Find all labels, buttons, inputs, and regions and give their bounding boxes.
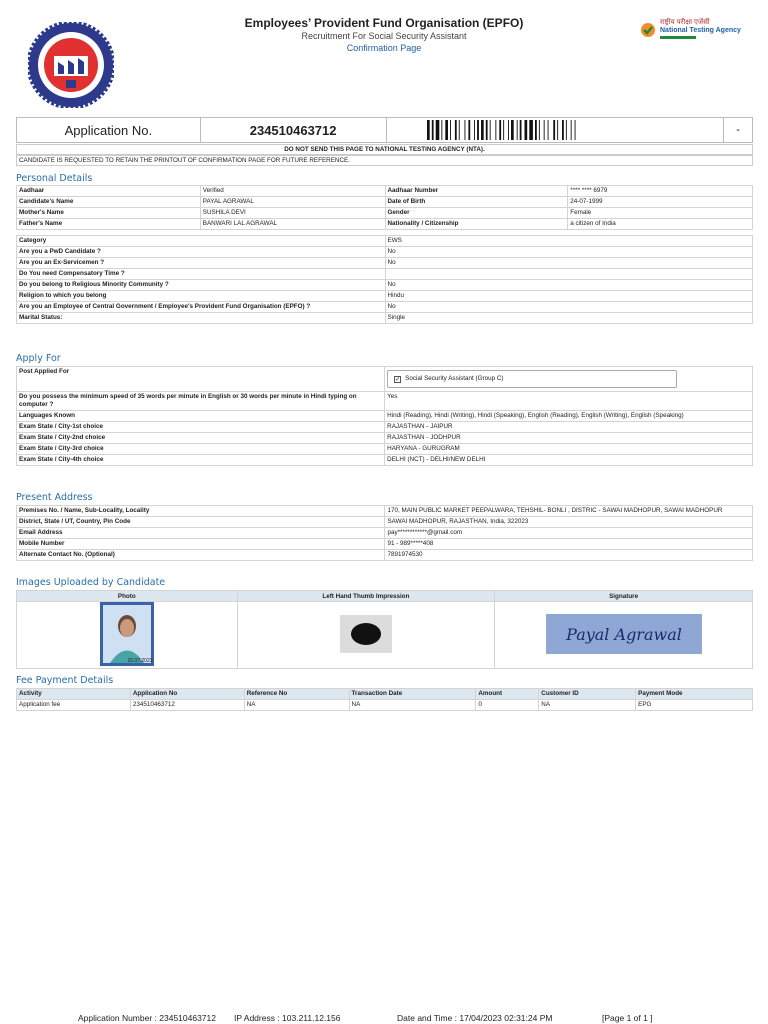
- confirmation-page-label: Confirmation Page: [346, 43, 422, 53]
- table-row: [17, 280, 753, 291]
- barcode: [387, 118, 725, 142]
- post-applied-value: [385, 367, 753, 392]
- field-value: 170, MAIN PUBLIC MARKET PEEPALWARA, TEHSHIL- BONLI , DISTRIC - SAWAI MADHOPUR, SAWAI MADHOPUR: [385, 506, 753, 517]
- field-value: EWS: [385, 236, 752, 247]
- fee-table: [16, 688, 753, 711]
- field-label: Date of Birth: [385, 197, 568, 208]
- application-number-box: [16, 117, 753, 143]
- barcode-bar: [435, 120, 439, 140]
- nta-check-icon: [640, 22, 656, 38]
- signature-cell: [495, 602, 753, 669]
- field-value: 24-07-1999: [568, 197, 753, 208]
- table-row: [17, 208, 753, 219]
- table-row: [17, 422, 753, 433]
- barcode-bar: [566, 120, 567, 140]
- personal-details-grid: [16, 185, 753, 230]
- field-value: HARYANA - GURUGRAM: [385, 444, 753, 455]
- fee-column-header: Application No: [130, 689, 244, 700]
- field-label: Are you an Ex-Servicemen ?: [17, 258, 386, 269]
- nta-hindi-name: राष्ट्रीय परीक्षा एजेंसी: [660, 19, 710, 26]
- table-row: [17, 247, 753, 258]
- field-value: BANWARI LAL AGRAWAL: [200, 219, 385, 230]
- photo-header: Photo: [17, 591, 238, 602]
- field-label: Aadhaar: [17, 186, 201, 197]
- fee-heading: Fee Payment Details: [16, 675, 114, 686]
- table-row: [17, 313, 753, 324]
- field-label: Religion to which you belong: [17, 291, 386, 302]
- application-extra: -: [736, 124, 740, 136]
- field-label: District, State / UT, Country, Pin Code: [17, 517, 385, 528]
- barcode-bar: [486, 120, 488, 140]
- fee-cell: Application fee: [17, 700, 131, 711]
- field-label: Are you an Employee of Central Government / Employee's Provident Fund Organisation (EPFO) ?: [17, 302, 386, 313]
- barcode-bar: [441, 120, 442, 140]
- field-value: Female: [568, 208, 753, 219]
- barcode-bar: [511, 120, 514, 140]
- table-row: [17, 219, 753, 230]
- fee-column-header: Activity: [17, 689, 131, 700]
- field-label: Premises No. / Name, Sub-Locality, Locality: [17, 506, 385, 517]
- field-value: Yes: [385, 392, 753, 411]
- field-value: Hindu: [385, 291, 752, 302]
- signature-text: Payal Agrawal: [565, 625, 682, 644]
- table-row: [17, 550, 753, 561]
- barcode-bar: [529, 120, 533, 140]
- field-label: Father's Name: [17, 219, 201, 230]
- barcode-bar: [450, 120, 451, 140]
- footer-application-number: Application Number : 234510463712: [78, 1013, 216, 1023]
- application-number-value: 234510463712: [201, 118, 387, 142]
- barcode-bar: [481, 120, 484, 140]
- apply-for-table: [16, 366, 753, 466]
- photo-cell: [17, 602, 238, 669]
- barcode-graphic: [427, 120, 683, 140]
- table-row: [17, 411, 753, 422]
- apply-for-heading: Apply For: [16, 353, 61, 364]
- table-row: [17, 444, 753, 455]
- table-row: [17, 258, 753, 269]
- table-row: [17, 433, 753, 444]
- table-row: [17, 186, 753, 197]
- fee-column-header: Payment Mode: [636, 689, 753, 700]
- table-row: [17, 602, 753, 669]
- table-row: [17, 689, 753, 700]
- table-row: [17, 236, 753, 247]
- retain-note: CANDIDATE IS REQUESTED TO RETAIN THE PRINTOUT OF CONFIRMATION PAGE FOR FUTURE REFERENCE.: [16, 155, 753, 166]
- barcode-bar: [535, 120, 537, 140]
- table-row: [17, 269, 753, 280]
- images-heading: Images Uploaded by Candidate: [16, 577, 166, 588]
- fee-cell: NA: [349, 700, 476, 711]
- field-label: Gender: [385, 208, 568, 219]
- field-label: Exam State / City-4th choice: [17, 455, 385, 466]
- present-address-table: [16, 505, 753, 561]
- fee-cell: 234510463712: [130, 700, 244, 711]
- field-label: Languages Known: [17, 411, 385, 422]
- fee-cell: NA: [539, 700, 636, 711]
- barcode-bar: [524, 120, 527, 140]
- recruitment-subtitle: Recruitment For Social Security Assistant: [301, 31, 467, 41]
- nta-english-name: National Testing Agency: [660, 27, 741, 34]
- field-value: No: [385, 247, 752, 258]
- barcode-bar: [427, 120, 430, 140]
- nta-logo: [640, 18, 750, 42]
- thumb-header: Left Hand Thumb Impression: [237, 591, 495, 602]
- field-value: SUSHILA DEVI: [200, 208, 385, 219]
- field-value: No: [385, 302, 752, 313]
- table-row: [17, 517, 753, 528]
- barcode-bar: [468, 120, 470, 140]
- barcode-bar: [464, 120, 465, 140]
- do-not-send-note: DO NOT SEND THIS PAGE TO NATIONAL TESTING AGENCY (NTA).: [16, 144, 753, 155]
- field-label: Alternate Contact No. (Optional): [17, 550, 385, 561]
- field-value: RAJASTHAN - JAIPUR: [385, 422, 753, 433]
- signature-image: [546, 614, 702, 654]
- barcode-bar: [553, 120, 555, 140]
- field-value: SAWAI MADHOPUR, RAJASTHAN, India, 322023: [385, 517, 753, 528]
- application-number-label: Application No.: [17, 118, 201, 142]
- post-applied-text: Social Security Assistant (Group C): [405, 375, 504, 382]
- barcode-bar: [570, 120, 571, 140]
- barcode-bar: [547, 120, 548, 140]
- table-row: [17, 700, 753, 711]
- field-label: Mobile Number: [17, 539, 385, 550]
- table-row: [17, 367, 753, 392]
- barcode-bar: [516, 120, 517, 140]
- field-value: 91 - 989*****408: [385, 539, 753, 550]
- field-value: DELHI (NCT) - DELHI/NEW DELHI: [385, 455, 753, 466]
- fee-cell: NA: [244, 700, 349, 711]
- barcode-bar: [499, 120, 501, 140]
- fee-cell: 0: [476, 700, 539, 711]
- field-label: Category: [17, 236, 386, 247]
- nta-tagline-bar: [660, 36, 696, 39]
- table-row: [17, 302, 753, 313]
- field-label: Candidate's Name: [17, 197, 201, 208]
- personal-details-heading: Personal Details: [16, 173, 93, 184]
- field-value: Verified: [200, 186, 385, 197]
- personal-details-rows: [16, 235, 753, 324]
- field-label: Do you possess the minimum speed of 35 words per minute in English or 30 words per minute in Hindi typing on computer ?: [17, 392, 385, 411]
- barcode-bar: [489, 120, 490, 140]
- field-value: [385, 269, 752, 280]
- barcode-bar: [574, 120, 575, 140]
- field-label: Email Address: [17, 528, 385, 539]
- candidate-photo: [100, 602, 154, 666]
- barcode-bar: [474, 120, 475, 140]
- table-row: [17, 539, 753, 550]
- barcode-bar: [495, 120, 496, 140]
- field-value: Single: [385, 313, 752, 324]
- footer-ip-address: IP Address : 103.211.12.156: [234, 1013, 341, 1023]
- check-icon: ✓: [395, 376, 401, 383]
- fee-column-header: Amount: [476, 689, 539, 700]
- barcode-bar: [459, 120, 460, 140]
- fee-column-header: Customer ID: [539, 689, 636, 700]
- thumb-cell: [237, 602, 495, 669]
- barcode-bar: [519, 120, 521, 140]
- table-row: [17, 197, 753, 208]
- field-label: Mother's Name: [17, 208, 201, 219]
- field-value: No: [385, 280, 752, 291]
- fee-column-header: Transaction Date: [349, 689, 476, 700]
- field-label: Nationality / Citizenship: [385, 219, 568, 230]
- signature-header: Signature: [495, 591, 753, 602]
- table-row: [17, 392, 753, 411]
- barcode-bar: [432, 120, 434, 140]
- field-value: **** **** 6979: [568, 186, 753, 197]
- org-title: Employees’ Provident Fund Organisation (EPFO): [244, 16, 524, 30]
- fee-column-header: Reference No: [244, 689, 349, 700]
- barcode-bar: [557, 120, 558, 140]
- footer-page: [Page 1 of 1 ]: [602, 1013, 653, 1023]
- post-applied-label: Post Applied For: [17, 367, 385, 392]
- thumb-impression-image: [340, 615, 392, 653]
- barcode-bar: [508, 120, 509, 140]
- field-label: Exam State / City-2nd choice: [17, 433, 385, 444]
- table-row: [17, 591, 753, 602]
- field-label: Marital Status:: [17, 313, 386, 324]
- table-row: [17, 291, 753, 302]
- table-row: [17, 506, 753, 517]
- field-value: RAJASTHAN - JODHPUR: [385, 433, 753, 444]
- barcode-bar: [543, 120, 544, 140]
- field-label: Aadhaar Number: [385, 186, 568, 197]
- barcode-bar: [445, 120, 448, 140]
- field-value: PAYAL AGRAWAL: [200, 197, 385, 208]
- field-value: Hindi (Reading), Hindi (Writing), Hindi (Speaking), English (Reading), English (Writing), English (Speaking): [385, 411, 753, 422]
- field-value: No: [385, 258, 752, 269]
- barcode-bar: [477, 120, 479, 140]
- images-table: [16, 590, 753, 669]
- field-value: pay************@gmail.com: [385, 528, 753, 539]
- field-value: 7891974530: [385, 550, 753, 561]
- table-row: [17, 528, 753, 539]
- barcode-bar: [562, 120, 564, 140]
- field-value: a citizen of India: [568, 219, 753, 230]
- footer-datetime: Date and Time : 17/04/2023 02:31:24 PM: [397, 1013, 553, 1023]
- table-row: [17, 455, 753, 466]
- barcode-bar: [539, 120, 540, 140]
- photo-date: 15.07.2023: [127, 658, 153, 664]
- post-checkbox-row: [387, 370, 677, 388]
- field-label: Exam State / City-1st choice: [17, 422, 385, 433]
- present-address-heading: Present Address: [16, 492, 93, 503]
- field-label: Are you a PwD Candidate ?: [17, 247, 386, 258]
- field-label: Do You need Compensatory Time ?: [17, 269, 386, 280]
- barcode-bar: [455, 120, 457, 140]
- fee-cell: EPG: [636, 700, 753, 711]
- field-label: Exam State / City-3rd choice: [17, 444, 385, 455]
- field-label: Do you belong to Religious Minority Community ?: [17, 280, 386, 291]
- barcode-bar: [503, 120, 504, 140]
